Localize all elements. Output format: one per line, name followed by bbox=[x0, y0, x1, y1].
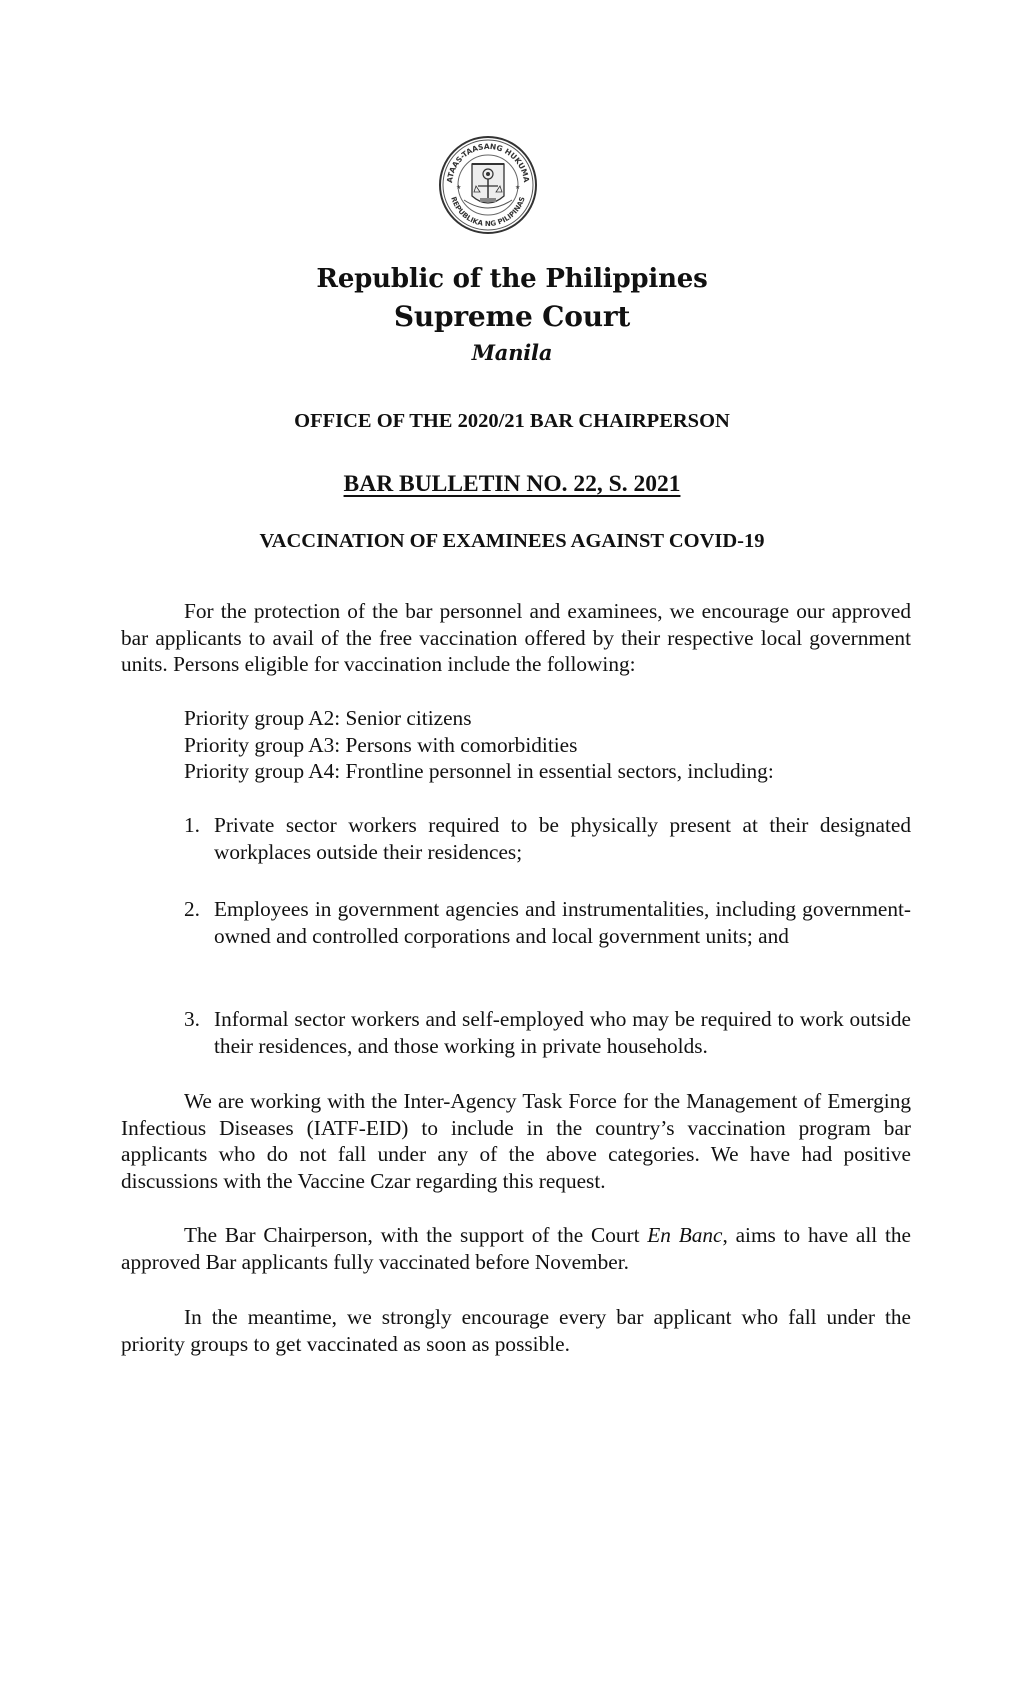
iatf-paragraph-text: We are working with the Inter-Agency Task Force for the Management of Emerging Infectious Diseases (IATF-EID) to include in the country’s vaccination program bar applicants who do not fall under any of the above categories. We have had positive discussions with the Vaccine Czar regarding this request. bbox=[121, 1089, 911, 1193]
bulletin-title-text: BAR BULLETIN NO. 22, S. 2021 bbox=[343, 471, 681, 497]
letterhead-republic: Republic of the Philippines bbox=[316, 264, 708, 294]
priority-group-a2: Priority group A2: Senior citizens bbox=[184, 706, 472, 730]
chairperson-paragraph bbox=[121, 1222, 911, 1275]
closing-paragraph bbox=[121, 1304, 911, 1357]
chairperson-text-before: The Bar Chairperson, with the support of the Court bbox=[184, 1223, 648, 1247]
office-heading: OFFICE OF THE 2020/21 BAR CHAIRPERSON bbox=[294, 410, 730, 432]
list-number: 3. bbox=[184, 1007, 200, 1031]
svg-text:REPUBLIKA NG PILIPINAS: REPUBLIKA NG PILIPINAS bbox=[449, 195, 527, 229]
list-number: 1. bbox=[184, 813, 200, 837]
letterhead-supreme-court: Supreme Court bbox=[393, 300, 631, 333]
subject-heading: VACCINATION OF EXAMINEES AGAINST COVID-19 bbox=[259, 530, 765, 552]
list-item bbox=[184, 1006, 911, 1059]
svg-text:★: ★ bbox=[456, 185, 462, 191]
letterhead-city: Manila bbox=[471, 340, 553, 365]
svg-text:★: ★ bbox=[515, 185, 521, 191]
list-item bbox=[184, 896, 911, 949]
list-item-text: Private sector workers required to be physically present at their designated workplaces outside their residences; bbox=[214, 813, 911, 864]
supreme-court-seal-icon bbox=[438, 134, 538, 236]
priority-groups bbox=[184, 705, 774, 785]
intro-paragraph-text: For the protection of the bar personnel and examinees, we encourage our approved bar applicants to avail of the free vaccination offered by their respective local government units. Persons eligible for vaccination include the following: bbox=[121, 599, 911, 677]
svg-text:KATAAS-TAASANG HUKUMAN: ATAAS-TAASANG HUKUMA bbox=[445, 141, 531, 184]
list-item-text: Employees in government agencies and instrumentalities, including government-owned and controlled corporations and local government units; and bbox=[214, 897, 911, 948]
closing-paragraph-text: In the meantime, we strongly encourage every bar applicant who fall under the priority groups to get vaccinated as soon as possible. bbox=[121, 1305, 911, 1356]
chairperson-paragraph-text bbox=[121, 1222, 911, 1275]
iatf-paragraph bbox=[121, 1088, 911, 1194]
priority-group-a4: Priority group A4: Frontline personnel in essential sectors, including: bbox=[184, 759, 774, 784]
bulletin-title bbox=[0, 471, 1024, 498]
list-item bbox=[184, 812, 911, 865]
intro-paragraph bbox=[121, 598, 911, 678]
en-banc-italic: En Banc bbox=[647, 1223, 723, 1247]
list-number: 2. bbox=[184, 897, 200, 921]
list-item-text: Informal sector workers and self-employed who may be required to work outside their residences, and those working in private households. bbox=[214, 1007, 911, 1058]
priority-group-a3: Priority group A3: Persons with comorbidities bbox=[184, 732, 578, 757]
chairperson-text-after: , aims to have all the approved Bar applicants fully vaccinated before November. bbox=[121, 1223, 911, 1274]
